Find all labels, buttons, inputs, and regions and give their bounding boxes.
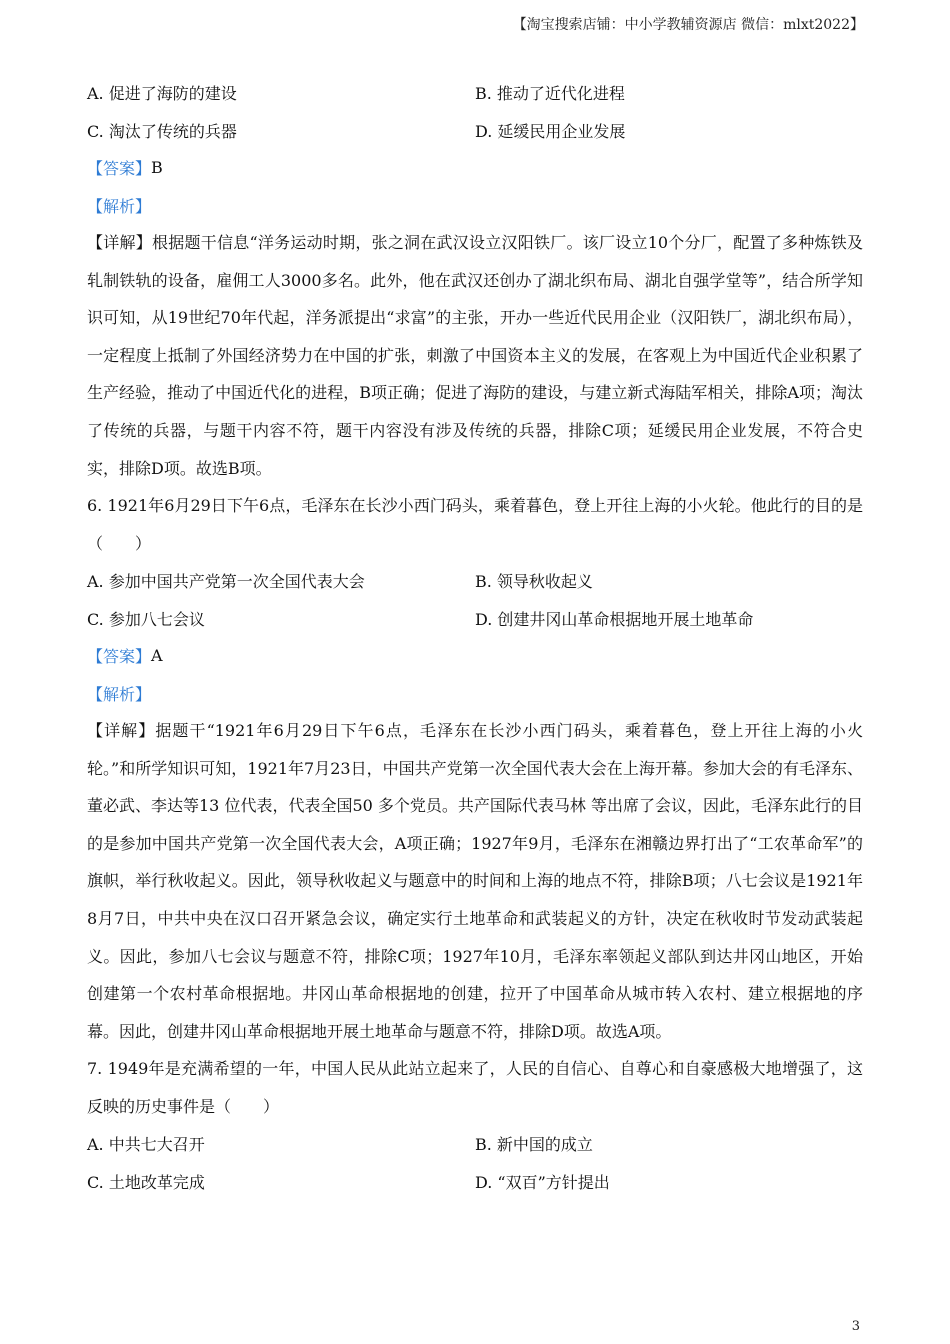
page-header: 【淘宝搜索店铺：中小学教辅资源店 微信：mlxt2022】: [512, 17, 864, 33]
q7-options-row-2: [87, 1163, 863, 1201]
q6-detail-text: 据题干“1921年6月29日下午6点，毛泽东在长沙小西门码头，乘着暮色，登上开往上海的小火轮。”和所学知识可知，1921年7月23日，中国共产党第一次全国代表大会在上海开幕。参加大会的有毛泽东、董必武、李达等13 位代表，代表全国50 多个党员。共产国际代表马林 等出席了会议，因此，毛泽东此行的目的是参加中国共产党第一次全国代表大会，A项正确；1927年9月，毛泽东在湘赣边界打出了“工农革命军”的旗帜，举行秋收起义。因此，领导秋收起义与题意中的时间和上海的地点不符，排除B项；八七会议是1921年8月7日，中共中央在汉口召开紧急会议，确定实行土地革命和武装起义的方针，决定在秋收时节发动武装起义。因此，参加八七会议与题意不符，排除C项；1927年10月，毛泽东率领起义部队到达井冈山地区，开始创建第一个农村革命根据地。井冈山革命根据地的创建，拉开了中国革命从城市转入农村、建立根据地的序幕。因此，创建井冈山革命根据地开展土地革命与题意不符，排除D项。故选A项。: [87, 720, 863, 1041]
q7-options-row-1: [87, 1125, 863, 1163]
q6-option-c: C. 参加八七会议: [87, 609, 205, 629]
q5-detail: [87, 224, 863, 487]
q5-detail-text: 根据题干信息“洋务运动时期，张之洞在武汉设立汉阳铁厂。该厂设立10个分厂，配置了多种炼铁及轧制铁轨的设备，雇佣工人3000多名。此外，他在武汉还创办了湖北织布局、湖北自强学堂等”，结合所学知识可知，从19世纪70年代起，洋务派提出“求富”的主张，开办一些近代民用企业（汉阳铁厂，湖北织布局），一定程度上抵制了外国经济势力在中国的扩张，刺激了中国资本主义的发展，在客观上为中国近代企业积累了生产经验，推动了中国近代化的进程，B项正确；促进了海防的建设，与建立新式海陆军相关，排除A项；淘汰了传统的兵器，与题干内容不符，题干内容没有涉及传统的兵器，排除C项；延缓民用企业发展，不符合史实，排除D项。故选B项。: [87, 233, 863, 478]
q6-answer-value: A: [151, 646, 163, 666]
q6-detail-tag: 【详解】: [87, 720, 156, 740]
q7-option-a: A. 中共七大召开: [87, 1135, 205, 1155]
q5-answer-value: B: [151, 158, 163, 178]
q5-options-row-2: [87, 112, 863, 150]
q6-analysis-tag: 【解析】: [87, 684, 152, 704]
q6-option-d: D. 创建井冈山革命根据地开展土地革命: [475, 609, 754, 629]
q6-options-row-1: [87, 562, 863, 600]
q5-option-c: C. 淘汰了传统的兵器: [87, 121, 237, 141]
q6-answer: [87, 637, 863, 675]
q6-answer-tag: 【答案】: [87, 647, 152, 667]
q7-option-c: C. 土地改革完成: [87, 1172, 205, 1192]
q5-answer-tag: 【答案】: [87, 159, 152, 179]
q6-detail: [87, 712, 863, 1050]
q6-options-row-2: [87, 599, 863, 637]
q5-analysis-tag: 【解析】: [87, 196, 152, 216]
q5-detail-tag: 【详解】: [87, 233, 152, 252]
page-number: 3: [851, 1319, 860, 1334]
q7-option-d: D. “双百”方针提出: [475, 1172, 610, 1192]
q7-stem: 7. 1949年是充满希望的一年，中国人民从此站立起来了，人民的自信心、自尊心和自豪感极大地增强了，这反映的历史事件是（ ）: [87, 1059, 863, 1116]
q5-answer: [87, 149, 863, 187]
q7-option-b: B. 新中国的成立: [475, 1135, 593, 1155]
q5-options-row-1: [87, 74, 863, 112]
q6-stem: 6. 1921年6月29日下午6点，毛泽东在长沙小西门码头，乘着暮色，登上开往上海的小火轮。他此行的目的是（ ）: [87, 496, 863, 553]
q5-option-b: B. 推动了近代化进程: [475, 84, 625, 104]
q6-option-b: B. 领导秋收起义: [475, 572, 593, 592]
q6-option-a: A. 参加中国共产党第一次全国代表大会: [87, 572, 365, 592]
q5-option-a: A. 促进了海防的建设: [87, 84, 237, 104]
q6-analysis: [87, 674, 863, 712]
q5-analysis: [87, 187, 863, 225]
q5-option-d: D. 延缓民用企业发展: [475, 121, 626, 141]
document-page: [87, 74, 863, 1200]
